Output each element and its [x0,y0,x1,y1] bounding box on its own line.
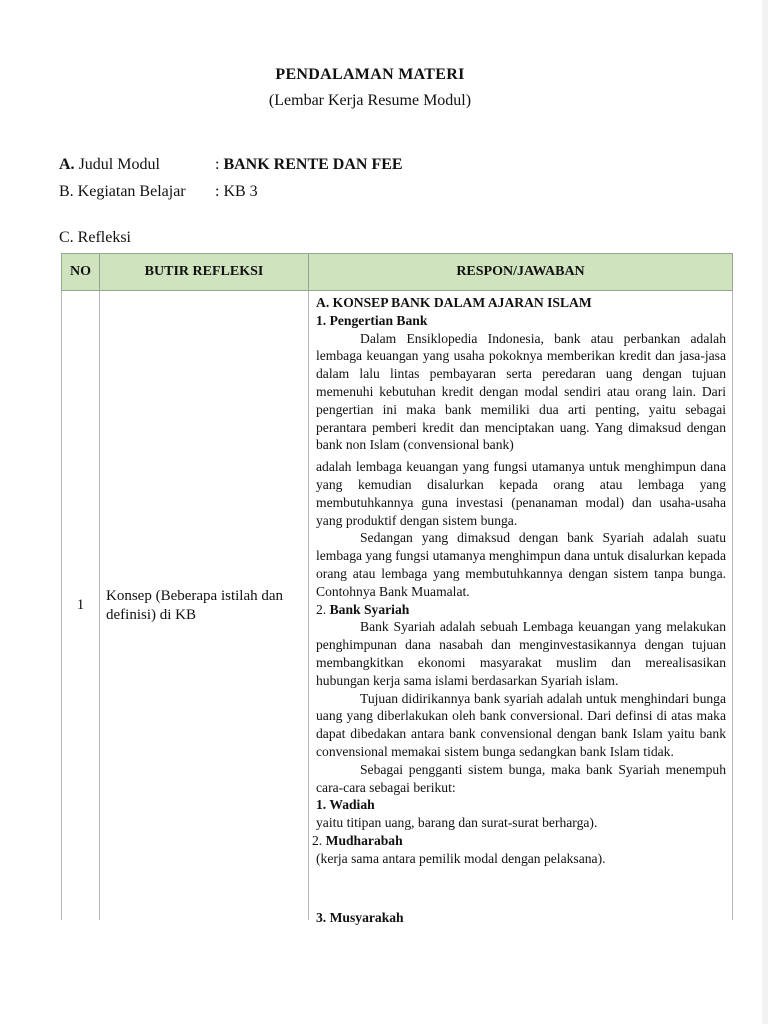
learning-activity-sep: : [215,183,220,200]
response-item2 [312,832,726,850]
response-p4: Tujuan didirikannya bank syariah adalah untuk menghindari bunga uang yang diberlakukan oleh bank conversional. Dari definsi di atas maka dapat dibedakan antara bank convensional dengan bank Islam yaitu bank convensional memakai sistem bunga sedangkan bank Islam tidak. [316,690,726,759]
page-subtitle: (Lembar Kerja Resume Modul) [268,92,472,109]
section-reflection-heading: C. Refleksi [59,229,131,246]
response-item1-text: yaitu titipan uang, barang dan surat-surat berharga). [316,815,598,831]
header-butir: BUTIR REFLEKSI [100,254,309,291]
response-item1-title: 1. Wadiah [316,797,375,813]
table-header-row [62,254,733,291]
module-title-letter: A. [59,156,75,173]
row-number: 1 [62,291,100,921]
response-content [312,294,726,917]
response-sub2-num: 2. [316,601,327,617]
module-title-sep: : [215,156,220,173]
response-sub2-title: Bank Syariah [329,601,410,617]
response-item2-title: Mudharabah [325,832,403,848]
module-title-row [59,156,403,174]
response-item2-text: (kerja sama antara pemilik modal dengan pelaksana). [316,850,606,866]
response-item2-num: 2. [312,832,323,848]
page-title: PENDALAMAN MATERI [275,66,465,83]
learning-activity-row [59,183,258,201]
response-p3: Bank Syariah adalah sebuah Lembaga keuangan yang melakukan penghimpunan dana nasabah dan menginvestasikannya dengan tujuan membangkitkan ekonomi masyarakat muslim dan merealisasikan hubungan kerja sama islami berdasarkan Syariah islam. [316,619,726,688]
response-sub2 [316,601,726,619]
module-title-label-group [59,156,215,174]
reflection-table [61,253,733,920]
response-item3-title: 3. Musyarakah [316,910,404,925]
learning-activity-label: B. Kegiatan Belajar [59,183,186,200]
row-response [309,291,733,921]
response-p2: Sedangan yang dimaksud dengan bank Syariah adalah suatu lembaga yang fungsi utamanya menghimpun dana untuk disalurkan kepada orang atau lembaga yang membutuhkannya dengan sistem tanpa bunga. Contohnya Bank Muamalat. [316,530,726,599]
row-butir: Konsep (Beberapa istilah dan definisi) di KB [100,291,309,921]
header-response: RESPON/JAWABAN [309,254,733,291]
response-p1b: adalah lembaga keuangan yang fungsi utamanya untuk menghimpun dana yang kemudian disalurkan kepada orang atau lembaga yang membutuhkannya guna investasi (penanaman modal) dan usaha-usaha yang produktif dengan sistem bunga. [316,459,726,528]
module-title-label: Judul Modul [78,156,160,173]
header-no: NO [62,254,100,291]
response-p1: Dalam Ensiklopedia Indonesia, bank atau perbankan adalah lembaga keuangan yang usaha pokoknya memberikan kredit dan jasa-jasa dalam lalu lintas pembayaran serta peredaran uang dengan tujuan memenuhi kebutuhan kredit dengan modal sendiri atau orang lain. Dari pengertian ini maka bank memiliki dua arti penting, yaitu sebagai perantara pemberi kredit dan menciptakan uang. Yang dimaksud dengan bank non Islam (convensional bank) [316,330,726,453]
response-heading-a: A. KONSEP BANK DALAM AJARAN ISLAM [316,295,592,310]
response-p5: Sebagai pengganti sistem bunga, maka bank Syariah menempuh cara-cara sebagai berikut: [316,761,726,795]
page-edge [762,0,768,1024]
learning-activity-value: KB 3 [223,183,258,200]
table-row [62,291,733,921]
response-sub1: 1. Pengertian Bank [316,312,428,328]
module-title-value: BANK RENTE DAN FEE [223,156,403,173]
